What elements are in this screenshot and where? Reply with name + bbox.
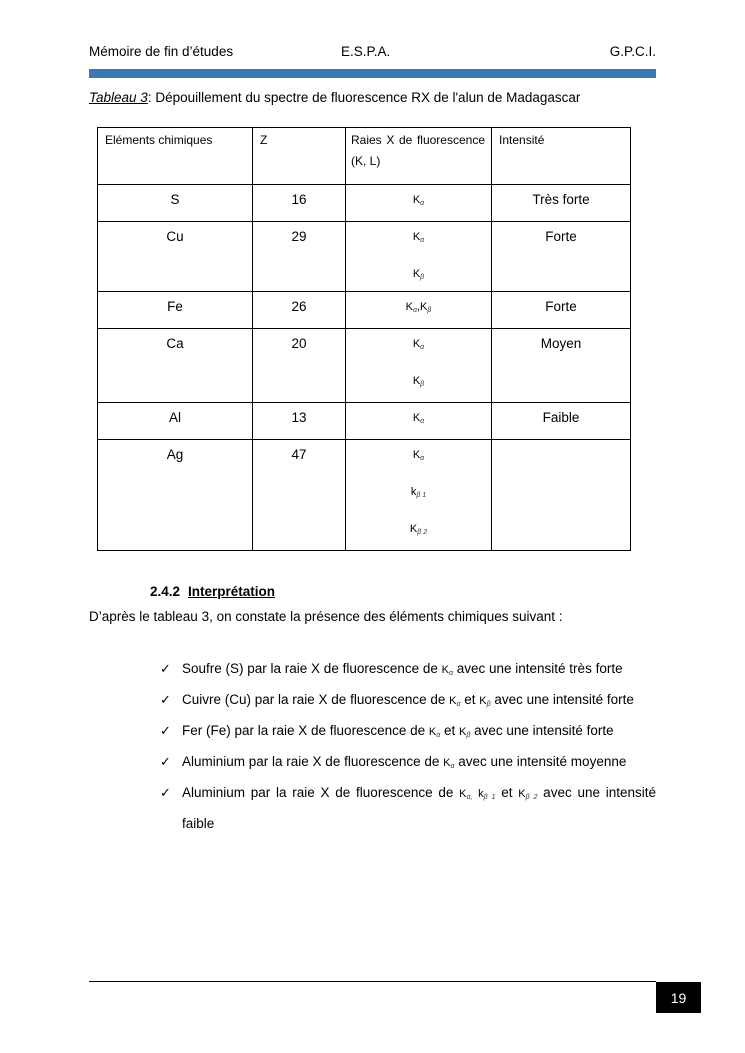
cell-raies xyxy=(346,185,492,222)
k-line-label: Kα xyxy=(412,194,425,207)
table-row xyxy=(98,185,631,222)
checkmark-icon: ✓ xyxy=(160,785,171,800)
caption-text: : Dépouillement du spectre de fluorescence RX de l'alun de Madagascar xyxy=(147,90,581,105)
section-title: Interprétation xyxy=(188,584,276,599)
checkmark-icon: ✓ xyxy=(160,661,171,676)
list-item: ✓ Aluminium par la raie X de fluorescence de Kα avec une intensité moyenne xyxy=(160,749,656,780)
cell-intensite: Forte xyxy=(492,222,631,292)
cell-z: 47 xyxy=(253,440,346,551)
table-row xyxy=(98,403,631,440)
table-header-row xyxy=(98,128,631,185)
header-raies: Raies X de fluorescence (K, L) xyxy=(346,128,492,185)
table-row xyxy=(98,440,631,551)
cell-raies xyxy=(346,403,492,440)
cell-raies xyxy=(346,329,492,403)
cell-z: 16 xyxy=(253,185,346,222)
list-item: ✓ Aluminium par la raie X de fluorescence de Kα, kβ 1 et Kβ 2 avec une intensité faible xyxy=(160,780,656,837)
cell-intensite xyxy=(492,440,631,551)
header-bar xyxy=(89,69,656,78)
k-line-label: Kβ xyxy=(412,375,425,388)
checkmark-icon: ✓ xyxy=(160,692,171,707)
page-header xyxy=(89,44,656,64)
section-number: 2.4.2 xyxy=(150,584,181,599)
cell-intensite: Faible xyxy=(492,403,631,440)
k-line-label: Kα xyxy=(412,449,425,462)
cell-raies xyxy=(346,440,492,551)
intro-paragraph: D’après le tableau 3, on constate la présence des éléments chimiques suivant : xyxy=(89,609,563,624)
header-elements: Eléments chimiques xyxy=(98,128,253,185)
cell-intensite: Moyen xyxy=(492,329,631,403)
k-line-label: Kα xyxy=(428,726,441,739)
table-row xyxy=(98,292,631,329)
k-line-label: Kα, xyxy=(459,788,473,801)
k-line-label: Kβ xyxy=(458,726,471,739)
k-line-label: Kα xyxy=(412,231,425,244)
k-line-label: Kβ xyxy=(412,268,425,281)
cell-element: Cu xyxy=(98,222,253,292)
list-item: ✓ Fer (Fe) par la raie X de fluorescence de Kα et Kβ avec une intensité forte xyxy=(160,718,656,749)
k-line-label: Kα xyxy=(412,338,425,351)
k-line-label: Kα xyxy=(412,412,425,425)
k-line-label: kβ 1 xyxy=(410,486,427,499)
list-item: ✓ Soufre (S) par la raie X de fluorescence de Kα avec une intensité très forte xyxy=(160,656,656,687)
cell-element: S xyxy=(98,185,253,222)
table-row xyxy=(98,222,631,292)
list-item: ✓ Cuivre (Cu) par la raie X de fluorescence de Kα et Kβ avec une intensité forte xyxy=(160,687,656,718)
cell-z: 20 xyxy=(253,329,346,403)
header-center: E.S.P.A. xyxy=(341,44,391,59)
k-line-label: Kα xyxy=(405,301,417,314)
cell-element: Ag xyxy=(98,440,253,551)
cell-element: Fe xyxy=(98,292,253,329)
cell-z: 26 xyxy=(253,292,346,329)
header-right: G.P.C.I. xyxy=(609,44,656,59)
cell-element: Al xyxy=(98,403,253,440)
cell-intensite: Forte xyxy=(492,292,631,329)
cell-z: 13 xyxy=(253,403,346,440)
k-line-label: kβ 1 xyxy=(478,788,496,801)
header-intensite: Intensité xyxy=(492,128,631,185)
header-left: Mémoire de fin d’études xyxy=(89,44,234,59)
cell-intensite: Très forte xyxy=(492,185,631,222)
spectrum-table xyxy=(97,127,631,551)
table-caption xyxy=(89,90,580,105)
section-heading xyxy=(150,584,275,599)
k-line-label: Kα xyxy=(449,695,461,708)
k-line-label: Kβ 2 xyxy=(518,788,538,801)
cell-z: 29 xyxy=(253,222,346,292)
cell-raies xyxy=(346,292,492,329)
checkmark-icon: ✓ xyxy=(160,723,171,738)
cell-element: Ca xyxy=(98,329,253,403)
caption-label: Tableau 3 xyxy=(89,90,148,105)
cell-raies xyxy=(346,222,492,292)
k-line-label: Kα xyxy=(443,757,455,770)
page-number: 19 xyxy=(656,982,701,1013)
table-row xyxy=(98,329,631,403)
k-line-label: Kβ 2 xyxy=(409,523,428,536)
checkmark-icon: ✓ xyxy=(160,754,171,769)
k-line-label: Kβ xyxy=(479,695,491,708)
footer-rule xyxy=(89,981,656,982)
k-line-label: ,Kβ xyxy=(416,301,432,314)
k-line-label: Kα xyxy=(441,664,453,677)
header-z: Z xyxy=(253,128,346,185)
element-list xyxy=(160,656,656,837)
